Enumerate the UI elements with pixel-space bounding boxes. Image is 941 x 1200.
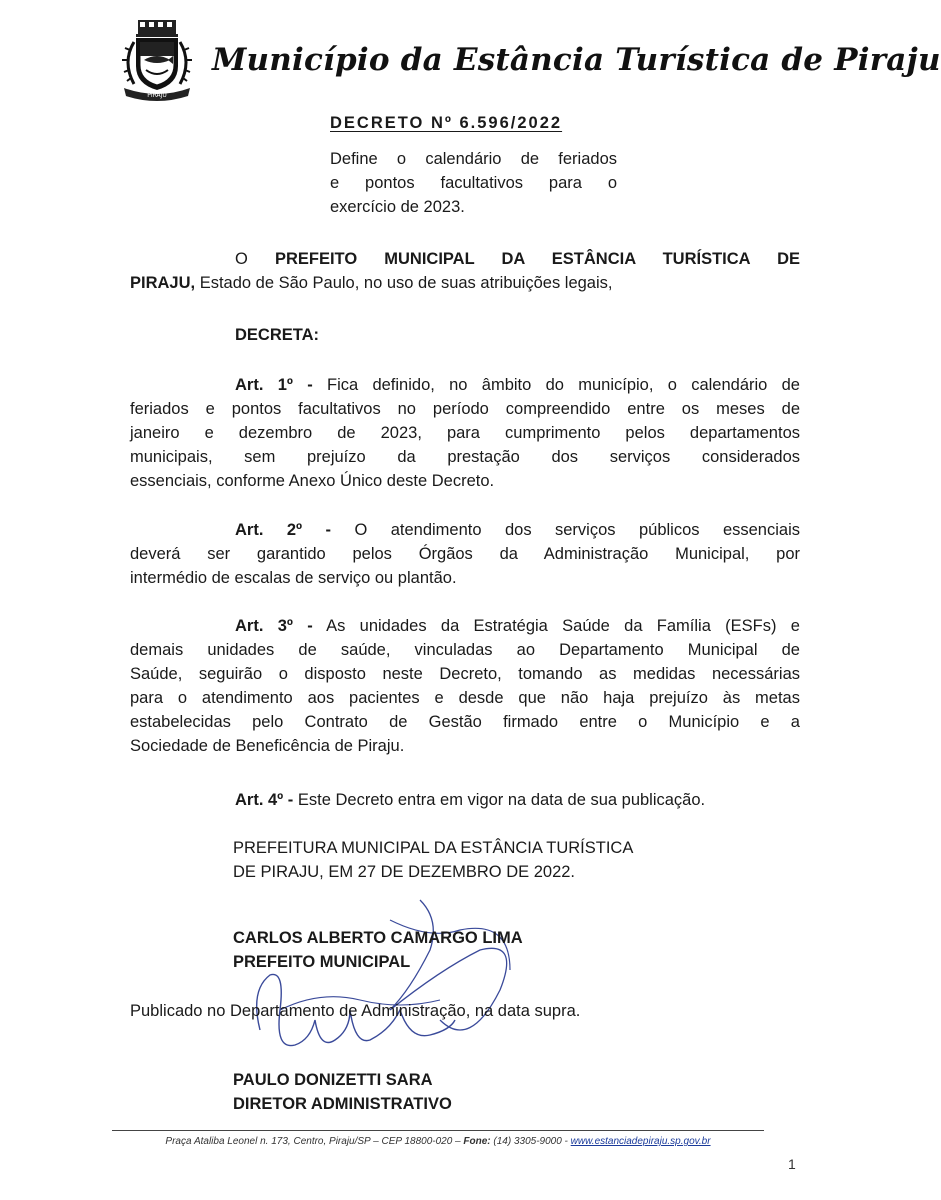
summary-line: Define o calendário de feriados bbox=[330, 150, 617, 168]
mayor-signature-block bbox=[233, 926, 523, 974]
article-text: Este Decreto entra em vigor na data de sua publicação. bbox=[293, 791, 706, 809]
article-label: Art. 3º - bbox=[235, 617, 313, 635]
article-label: Art. 1º - bbox=[235, 376, 313, 394]
closing-line: PREFEITURA MUNICIPAL DA ESTÂNCIA TURÍSTICA bbox=[233, 839, 634, 857]
publication-note: Publicado no Departamento de Administração, na data supra. bbox=[130, 1002, 581, 1020]
director-signature-block bbox=[233, 1068, 452, 1116]
article-text: As unidades da Estratégia Saúde da Família (ESFs) e bbox=[312, 617, 800, 635]
article-line: janeiro e dezembro de 2023, para cumprimento pelos departamentos bbox=[130, 424, 800, 442]
article-line: demais unidades de saúde, vinculadas ao Departamento Municipal de bbox=[130, 641, 800, 659]
article-text: O atendimento dos serviços públicos essenciais bbox=[331, 521, 800, 539]
closing-place-date bbox=[233, 836, 633, 884]
summary-line: exercício de 2023. bbox=[330, 198, 465, 216]
article-line: deverá ser garantido pelos Órgãos da Administração Municipal, por bbox=[130, 545, 800, 563]
footer-website-link[interactable]: www.estanciadepiraju.sp.gov.br bbox=[570, 1136, 711, 1147]
preamble-rest: Estado de São Paulo, no uso de suas atribuições legais, bbox=[195, 274, 613, 292]
article-line: municipais, sem prejuízo da prestação dos serviços considerados bbox=[130, 448, 800, 466]
article-line: estabelecidas pelo Contrato de Gestão firmado entre o Município e a bbox=[130, 713, 800, 731]
article-line: essenciais, conforme Anexo Único deste Decreto. bbox=[130, 472, 495, 490]
decree-summary bbox=[330, 147, 617, 219]
footer-address bbox=[112, 1136, 764, 1147]
decreta-heading: DECRETA: bbox=[235, 326, 320, 344]
article-line: feriados e pontos facultativos no período compreendido entre os meses de bbox=[130, 400, 800, 418]
footer-phone: (14) 3305-9000 - bbox=[490, 1136, 571, 1147]
article-line: Saúde, seguirão o disposto neste Decreto, tomando as medidas necessárias bbox=[130, 665, 800, 683]
summary-line: e pontos facultativos para o bbox=[330, 174, 617, 192]
director-name: PAULO DONIZETTI SARA bbox=[233, 1071, 433, 1089]
article-4 bbox=[130, 788, 800, 812]
closing-line: DE PIRAJU, EM 27 DE DEZEMBRO DE 2022. bbox=[233, 863, 576, 881]
mayor-name: CARLOS ALBERTO CAMARGO LIMA bbox=[233, 929, 523, 947]
decree-number: DECRETO Nº 6.596/2022 bbox=[330, 114, 563, 132]
preamble-lead: O bbox=[235, 250, 275, 268]
director-title: DIRETOR ADMINISTRATIVO bbox=[233, 1095, 452, 1113]
article-3 bbox=[130, 614, 800, 758]
mayor-title: PREFEITO MUNICIPAL bbox=[233, 953, 411, 971]
article-text: Fica definido, no âmbito do município, o calendário de bbox=[312, 376, 800, 394]
article-line: para o atendimento aos pacientes e desde que não haja prejuízo às metas bbox=[130, 689, 800, 707]
footer-phone-label: Fone: bbox=[463, 1136, 491, 1147]
crest-ribbon-text: PIRAJU bbox=[147, 92, 167, 99]
footer-address-text: Praça Ataliba Leonel n. 173, Centro, Piraju/SP – CEP 18800-020 – bbox=[165, 1136, 464, 1147]
article-label: Art. 4º - bbox=[235, 791, 294, 809]
municipal-crest-logo bbox=[118, 18, 196, 104]
preamble-city: PIRAJU, bbox=[130, 274, 196, 292]
article-label: Art. 2º - bbox=[235, 521, 331, 539]
handwritten-signature bbox=[240, 880, 570, 1080]
article-1 bbox=[130, 373, 800, 493]
preamble bbox=[130, 247, 800, 295]
article-line: intermédio de escalas de serviço ou plantão. bbox=[130, 569, 457, 587]
footer-divider bbox=[112, 1130, 764, 1131]
article-2 bbox=[130, 518, 800, 590]
municipality-title: Município da Estância Turística de Piraju bbox=[212, 42, 941, 78]
page-number: 1 bbox=[788, 1156, 796, 1172]
article-line: Sociedade de Beneficência de Piraju. bbox=[130, 737, 405, 755]
preamble-authority: PREFEITO MUNICIPAL DA ESTÂNCIA TURÍSTICA DE bbox=[274, 250, 800, 268]
